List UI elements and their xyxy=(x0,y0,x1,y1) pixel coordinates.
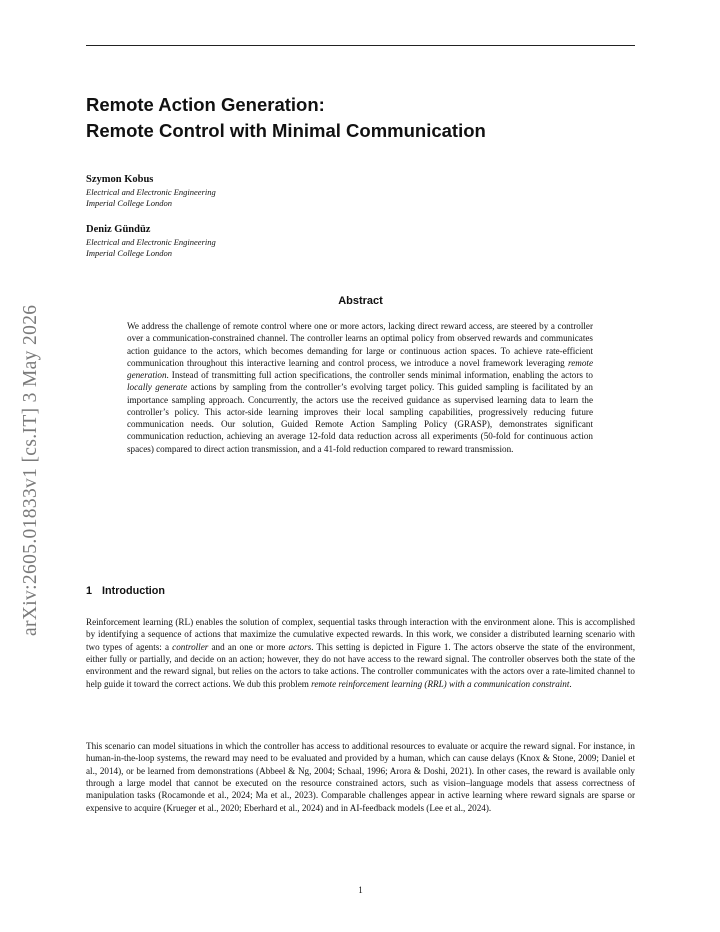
author-department: Electrical and Electronic Engineering xyxy=(86,237,216,247)
paragraph-emphasis: controller xyxy=(172,641,209,652)
section-title: Introduction xyxy=(102,585,165,597)
abstract-text-part: actions by sampling from the controller’s evolving target policy. This guided sampling is facilitated by an importance sampling approach. Concurrently, the actors use the received guidance as supervised learning data to learn the controller’s policy. This actor-side learning improves their local sampling capabilities, progressively reducing future communication needs. Our solution, Guided Remote Action Sampling Policy (GRASP), demonstrates significant communication reduction, achieving an average 12-fold data reduction across all experiments (50-fold for continuous action spaces) compared to direct action transmission, and a 41-fold reduction compared to reward transmission. xyxy=(127,382,593,454)
title-line-2: Remote Control with Minimal Communication xyxy=(86,120,486,141)
arxiv-identifier[interactable]: arXiv:2605.01833v1 [cs.IT] 3 May 2026 xyxy=(20,304,41,636)
paragraph-text-part: . This setting is depicted in Figure 1. The actors observe the state of the environment, either fully or partially, and decide on an action; however, they do not have access to the reward signal. The controller observes both the state of the environment and the reward signal, but relies on the actors to take actions. The controller communicates with the actors over a rate-limited channel to help guide it toward the correct actions. We dub this problem xyxy=(86,641,635,689)
author-block xyxy=(86,224,216,259)
header-rule xyxy=(86,45,635,46)
abstract-text-part: . Instead of transmitting full action specifications, the controller sends minimal information, enabling the actors to xyxy=(166,370,593,380)
author-name: Deniz Gündüz xyxy=(86,224,151,235)
author-institution: Imperial College London xyxy=(86,248,172,258)
paragraph-text-part: and an one or more xyxy=(208,641,289,652)
abstract-text xyxy=(127,320,593,455)
title-line-1: Remote Action Generation: xyxy=(86,94,325,115)
author-block xyxy=(86,174,216,209)
section-heading xyxy=(86,585,165,597)
intro-paragraph-1 xyxy=(86,616,635,690)
paragraph-emphasis: remote reinforcement learning (RRL) with a communication constraint xyxy=(311,678,570,689)
author-department: Electrical and Electronic Engineering xyxy=(86,187,216,197)
abstract-emphasis: locally generate xyxy=(127,382,188,393)
page-number: 1 xyxy=(358,885,363,895)
paragraph-text-part: . xyxy=(569,678,572,689)
abstract-heading: Abstract xyxy=(338,295,383,307)
paragraph-emphasis: actors xyxy=(288,641,312,652)
section-number: 1 xyxy=(86,585,93,597)
author-name: Szymon Kobus xyxy=(86,174,154,185)
author-institution: Imperial College London xyxy=(86,198,172,208)
abstract-emphasis: remote generation xyxy=(127,357,593,380)
intro-paragraph-2: This scenario can model situations in which the controller has access to additional resources to evaluate or acquire the reward signal. For instance, in human-in-the-loop systems, the reward may need to be evaluated and provided by a human, which can cause delays (Knox & Stone, 2009; Daniel et al., 2014), or be learned from demonstrations (Abbeel & Ng, 2004; Schaal, 1996; Arora & Doshi, 2021). In other cases, the reward is available only through a large model that cannot be executed on the resource constrained actors, such as vision–language models that assess correctness of manipulation tasks (Rocamonde et al., 2024; Ma et al., 2023). Comparable challenges appear in active learning where reward signals are sparse or expensive to acquire (Krueger et al., 2020; Eberhard et al., 2024) and in AI-feedback models (Lee et al., 2024). xyxy=(86,741,635,813)
paper-title xyxy=(86,92,646,144)
abstract-text-part: We address the challenge of remote control where one or more actors, lacking direct reward access, are steered by a controller over a communication-constrained channel. The controller learns an optimal policy from observed rewards and communicates action guidance to the actors, which becomes demanding for large or continuous action spaces. To achieve rate-efficient communication throughout this interactive learning and control process, we introduce a novel framework leveraging xyxy=(127,321,593,368)
paragraph-text-part: Reinforcement learning (RL) enables the solution of complex, sequential tasks through interaction with the environment alone. This is accomplished by identifying a sequence of actions that maximize the cumulative expected rewards. In this work, we consider a distributed learning scenario with two types of agents: a xyxy=(86,617,635,652)
